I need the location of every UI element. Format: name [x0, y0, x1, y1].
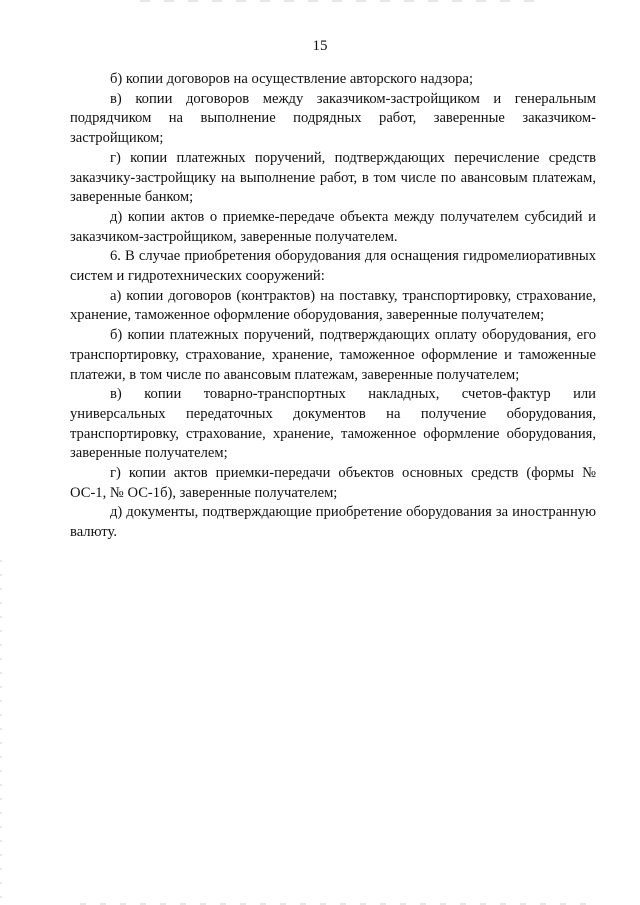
page-number: 15: [312, 38, 328, 54]
paragraph-d-foreign-currency: д) документы, подтверждающие приобретение оборудования за иностранную валюту.: [70, 504, 596, 541]
section-6-heading: 6. В случае приобретения оборудования для оснащения гидромелиоративных систем и гидротехнических сооружений:: [70, 248, 596, 285]
paragraph-g-fixed-assets-acts: г) копии актов приемки-передачи объектов основных средств (формы № ОС-1, № ОС-1б), заверенные получателем;: [70, 465, 596, 501]
paragraph-b-equipment-payments: б) копии платежных поручений, подтверждающих оплату оборудования, его транспортировку, страхование, хранение, таможенное оформление и таможенные платежи, в том числе по авансовым платежам, заверенные получателем;: [70, 327, 596, 383]
scan-edge-top: [140, 0, 540, 2]
paragraph-a-equipment-contracts: а) копии договоров (контрактов) на поставку, транспортировку, страхование, хранение, таможенное оформление оборудования, заверенные получателем;: [70, 287, 596, 324]
paragraph-g-payment-orders: г) копии платежных поручений, подтверждающих перечисление средств заказчику-застройщику на выполнение работ, в том числе по авансовым платежам, заверенные банком;: [70, 149, 596, 206]
paragraph-v-contractor-contracts: в) копии договоров между заказчиком-застройщиком и генеральным подрядчиком на выполнение подрядных работ, заверенные заказчиком-застройщиком;: [70, 90, 596, 147]
paragraph-d-acceptance-acts: д) копии актов о приемке-передаче объекта между получателем субсидий и заказчиком-застройщиком, заверенные получателем.: [70, 208, 596, 245]
document-body: [70, 70, 596, 543]
paragraph-v-waybills-invoices: в) копии товарно-транспортных накладных, счетов-фактур или универсальных передаточных документов на получение оборудования, транспортировку, страхование, хранение, таможенное оформление оборудования, заверенные получателем;: [70, 386, 596, 462]
scan-edge-left: [0, 560, 2, 900]
paragraph-b-author-supervision: б) копии договоров на осуществление авторского надзора;: [110, 71, 474, 87]
